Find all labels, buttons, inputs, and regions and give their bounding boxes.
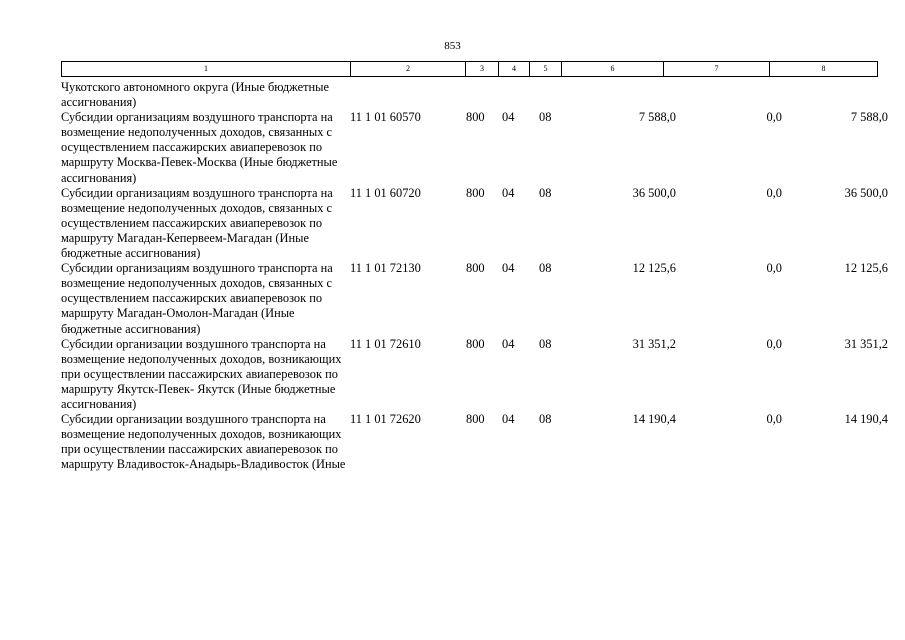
row-code — [349, 80, 464, 110]
header-col-6: 6 — [562, 62, 664, 76]
row-code: 11 1 01 60720 — [350, 185, 421, 200]
row-group — [464, 80, 496, 110]
row-name: Субсидии организации воздушного транспорта на возмещение недополученных доходов, возникающих при осуществлении пассажирских авиаперевозок по маршруту Владивосток-Анадырь-Владивосток (Иные — [61, 412, 346, 472]
row-section: 04 — [502, 412, 515, 427]
row-section: 04 — [502, 185, 515, 200]
row-name: Субсидии организации воздушного транспорта на возмещение недополученных доходов, возникающих при осуществлении пассажирских авиаперевозок по маршруту Якутск-Певек- Якутск (Иные бюджетные ассигнования) — [61, 336, 342, 411]
row-group: 800 — [466, 412, 485, 427]
row-subsection: 08 — [539, 336, 552, 351]
row-name: Субсидии организациям воздушного транспорта на возмещение недополученных доходов, связанных с осуществлением пассажирских авиаперевозок по маршруту Магадан-Омолон-Магадан (Иные бюджетные ассигнования) — [61, 261, 333, 336]
header-col-4: 4 — [499, 62, 530, 76]
row-col7: 0,0 — [766, 110, 782, 125]
row-section: 04 — [502, 336, 515, 351]
table-header — [61, 61, 878, 77]
row-group: 800 — [466, 261, 485, 276]
header-col-7: 7 — [664, 62, 770, 76]
row-col6: 14 190,4 — [632, 412, 676, 427]
table-row — [61, 110, 888, 185]
row-col8: 36 500,0 — [844, 185, 888, 200]
row-col8: 31 351,2 — [844, 336, 888, 351]
row-col8: 7 588,0 — [850, 110, 888, 125]
row-col7: 0,0 — [766, 185, 782, 200]
row-code: 11 1 01 60570 — [350, 110, 421, 125]
table-row — [61, 186, 888, 261]
row-col8 — [782, 80, 888, 110]
row-col7 — [676, 80, 782, 110]
table-row — [61, 80, 888, 110]
row-code: 11 1 01 72610 — [350, 336, 421, 351]
row-group: 800 — [466, 110, 485, 125]
row-group: 800 — [466, 185, 485, 200]
row-name: Субсидии организациям воздушного транспорта на возмещение недополученных доходов, связанных с осуществлением пассажирских авиаперевозок по маршруту Магадан-Кепервеем-Магадан (Иные бюджетные ассигнования) — [61, 185, 333, 261]
row-col7: 0,0 — [766, 336, 782, 351]
header-col-2: 2 — [351, 62, 466, 76]
row-subsection: 08 — [539, 185, 552, 200]
row-col6: 12 125,6 — [632, 261, 676, 276]
header-col-8: 8 — [821, 64, 826, 73]
header-col-5: 5 — [530, 62, 562, 76]
budget-table — [61, 80, 888, 472]
row-col7: 0,0 — [766, 412, 782, 427]
row-section: 04 — [502, 261, 515, 276]
row-col6: 31 351,2 — [632, 336, 676, 351]
table-row — [61, 412, 888, 472]
row-subsection — [535, 80, 573, 110]
row-subsection: 08 — [539, 110, 552, 125]
row-col8: 14 190,4 — [844, 412, 888, 427]
row-section: 04 — [502, 110, 515, 125]
row-section — [496, 80, 535, 110]
row-col6: 7 588,0 — [638, 110, 676, 125]
row-col6: 36 500,0 — [632, 185, 676, 200]
row-subsection: 08 — [539, 412, 552, 427]
row-name: Субсидии организациям воздушного транспорта на возмещение недополученных доходов, связанных с осуществлением пассажирских авиаперевозок по маршруту Москва-Певек-Москва (Иные бюджетные ассигнования) — [61, 110, 338, 185]
row-col7: 0,0 — [766, 261, 782, 276]
row-col8: 12 125,6 — [844, 261, 888, 276]
row-group: 800 — [466, 336, 485, 351]
row-code: 11 1 01 72130 — [350, 261, 421, 276]
page-number: 853 — [444, 40, 461, 52]
row-name: Чукотского автономного округа (Иные бюджетные ассигнования) — [61, 80, 329, 110]
row-subsection: 08 — [539, 261, 552, 276]
table-row — [61, 337, 888, 412]
row-code: 11 1 01 72620 — [350, 412, 421, 427]
row-col6 — [573, 80, 676, 110]
table-row — [61, 261, 888, 336]
header-col-3: 3 — [466, 62, 499, 76]
header-col-1: 1 — [62, 62, 351, 76]
